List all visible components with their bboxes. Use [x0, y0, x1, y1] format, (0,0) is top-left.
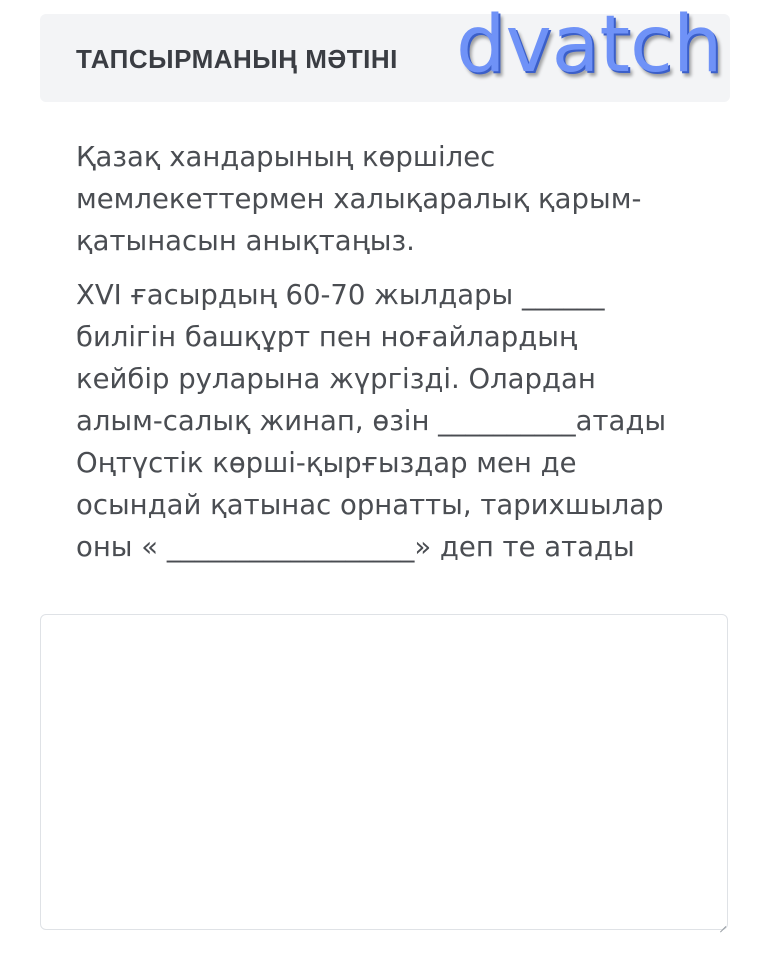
- task-body: [76, 136, 716, 568]
- task-header: [40, 14, 730, 102]
- watermark-logo: dvatch: [456, 0, 723, 90]
- task-title: ТАПСЫРМАНЫҢ МӘТІНІ: [76, 44, 398, 74]
- resize-handle-icon[interactable]: [719, 921, 726, 928]
- answer-textarea[interactable]: [40, 614, 728, 930]
- task-instruction: Қазақ хандарының көршілес мемлекеттермен халықаралық қарым- қатынасын анықтаңыз.: [76, 141, 642, 257]
- task-paragraph: XVI ғасырдың 60-70 жылдары ______ билігін башқұрт пен ноғайлардың кейбір руларына жүргізді. Олардан алым-салық жинап, өзін __________атады Оңтүстік көрші-қырғыздар мен де осындай қатынас орнатты, тарихшылар оны « __________________» деп те атады: [76, 279, 667, 563]
